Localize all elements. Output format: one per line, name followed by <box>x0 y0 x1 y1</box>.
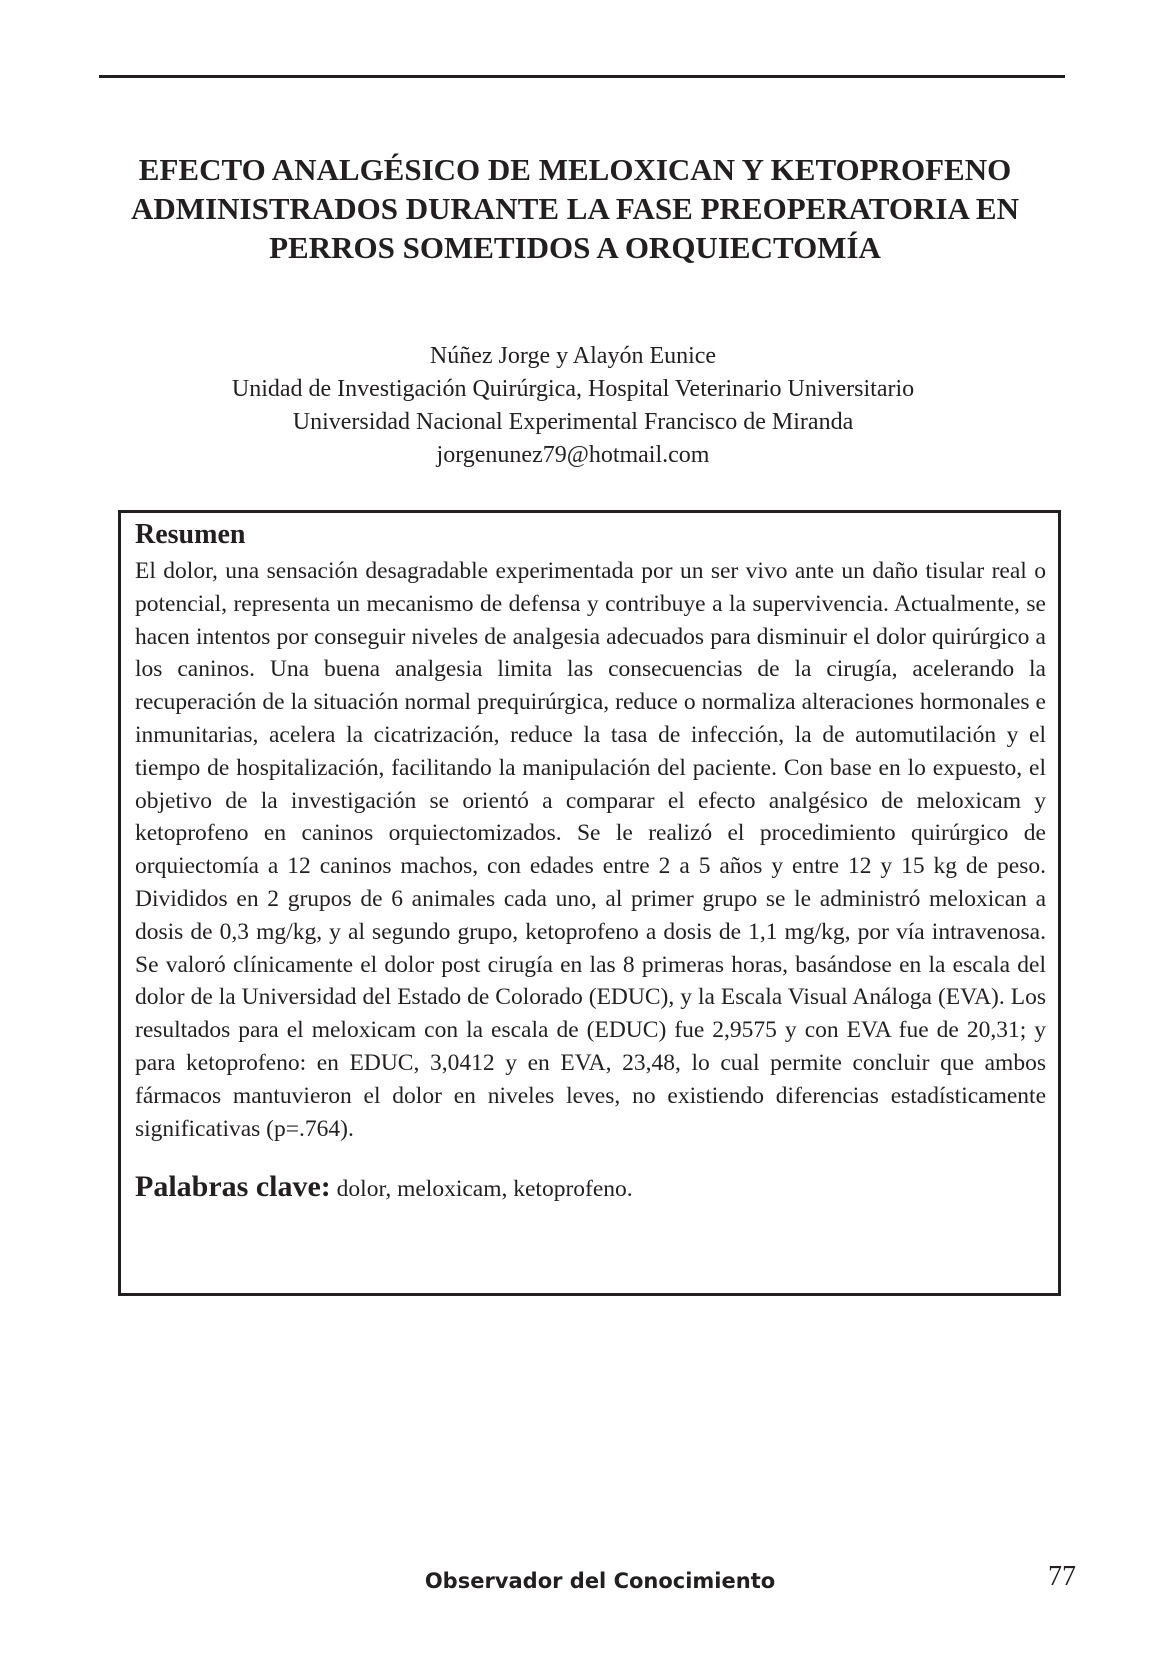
keywords <box>135 1169 1046 1207</box>
keywords-list: dolor, meloxicam, ketoprofeno. <box>336 1176 633 1203</box>
abstract-text: El dolor, una sensación desagradable experimentada por un ser vivo ante un daño tisular real o potencial, representa un mecanismo de defensa y contribuye a la supervivencia. Actualmente, se hacen intentos por conseguir niveles de analgesia adecuados para disminuir el dolor quirúrgico a los caninos. Una buena analgesia limita las consecuencias de la cirugía, acelerando la recuperación de la situación normal prequirúrgica, reduce o normaliza alteraciones hormonales e inmunitarias, acelera la cicatrización, reduce la tasa de infección, la de automutilación y el tiempo de hospitalización, facilitando la manipulación del paciente. Con base en lo expuesto, el objetivo de la investigación se orientó a comparar el efecto analgésico de meloxicam y ketoprofeno en caninos orquiectomizados. Se le realizó el procedimiento quirúrgico de orquiectomía a 12 caninos machos, con edades entre 2 a 5 años y entre 12 y 15 kg de peso. Divididos en 2 grupos de 6 animales cada uno, al primer grupo se le administró meloxican a dosis de 0,3 mg/kg, y al segundo grupo, ketoprofeno a dosis de 1,1 mg/kg, por vía intravenosa. Se valoró clínicamente el dolor post cirugía en las 8 primeras horas, basándose en la escala del dolor de la Universidad del Estado de Colorado (EDUC), y la Escala Visual Análoga (EVA). Los resultados para el meloxicam con la escala de (EDUC) fue 2,9575 y con EVA fue de 20,31; y para ketoprofeno: en EDUC, 3,0412 y en EVA, 23,48, lo cual permite concluir que ambos fármacos mantuvieron el dolor en niveles leves, no existiendo diferencias estadísticamente significativas (p=.764). <box>135 558 1046 1142</box>
keywords-label: Palabras clave: <box>135 1170 331 1204</box>
affiliation-unit: Unidad de Investigación Quirúrgica, Hospital Veterinario Universitario <box>231 376 915 402</box>
journal-name: Observador del Conocimiento <box>424 1569 776 1593</box>
page-number: 77 <box>1048 1561 1076 1592</box>
abstract-heading: Resumen <box>135 519 246 550</box>
header-rule <box>99 75 1065 78</box>
abstract-box <box>118 510 1061 1296</box>
authors: Núñez Jorge y Alayón Eunice <box>429 343 717 369</box>
article-title: EFECTO ANALGÉSICO DE MELOXICAN Y KETOPROFENO ADMINISTRADOS DURANTE LA FASE PREOPERATORIA EN PERROS SOMETIDOS A ORQUIECTOMÍA <box>131 152 1019 265</box>
author-block <box>100 340 1046 472</box>
affiliation-university: Universidad Nacional Experimental Francisco de Miranda <box>292 409 854 435</box>
author-email: jorgenunez79@hotmail.com <box>436 442 710 468</box>
